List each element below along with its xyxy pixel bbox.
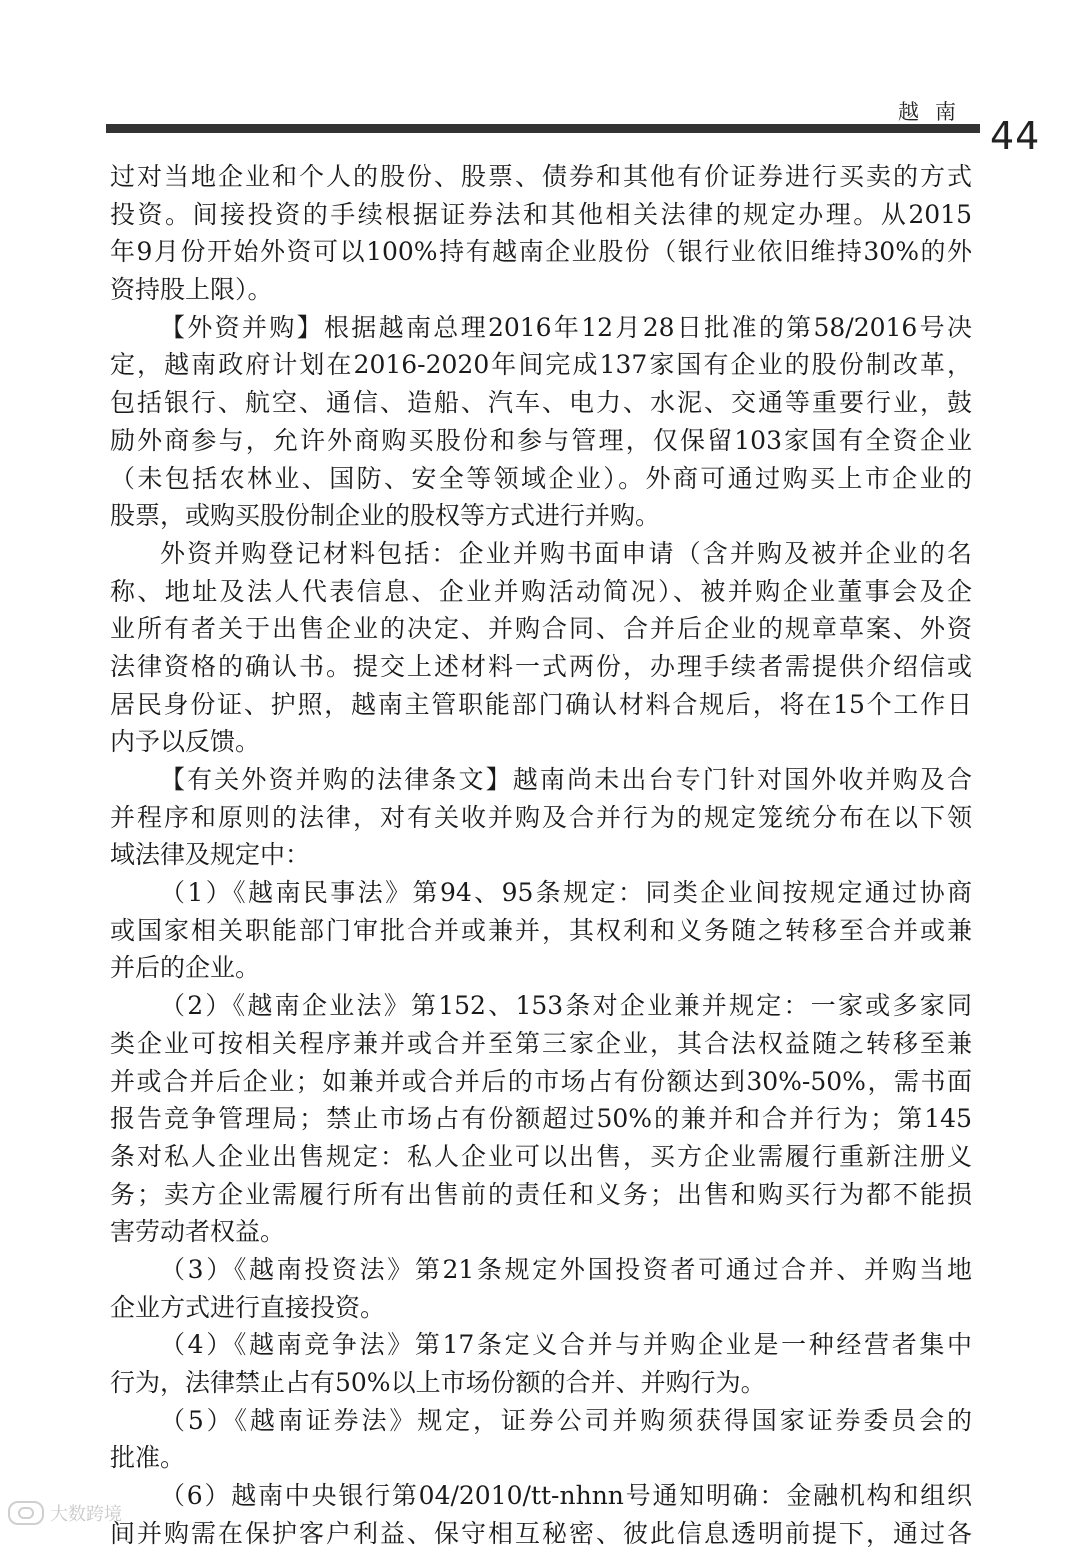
page-number: 44 bbox=[990, 114, 1041, 158]
text-line: 资持股上限）。 bbox=[110, 275, 273, 305]
text-line: 并程序和原则的法律，对有关收并购及合并行为的规定笼统分布在以下领 bbox=[110, 802, 972, 832]
text-line: 并后的企业。 bbox=[110, 953, 261, 983]
watermark-logo-icon bbox=[8, 1501, 44, 1525]
text-line: 并或合并后企业；如兼并或合并后的市场占有份额达到30%-50%，需书面 bbox=[110, 1066, 972, 1096]
text-line: 年9月份开始外资可以100%持有越南企业股份（银行业依旧维持30%的外 bbox=[110, 237, 972, 267]
text-line: 投资。间接投资的手续根据证券法和其他相关法律的规定办理。从2015 bbox=[110, 199, 972, 229]
text-line: 间并购需在保护客户利益、保守相互秘密、彼此信息透明前提下，通过各 bbox=[110, 1518, 972, 1548]
text-line: 行为，法律禁止占有50%以上市场份额的合并、并购行为。 bbox=[110, 1368, 766, 1397]
text-line: 批准。 bbox=[110, 1443, 186, 1473]
text-line: （4）《越南竞争法》第17条定义合并与并购企业是一种经营者集中 bbox=[160, 1330, 972, 1360]
text-line: （6）越南中央银行第04/2010/tt-nhnn号通知明确：金融机构和组织 bbox=[160, 1481, 972, 1511]
body-text bbox=[110, 158, 972, 1552]
watermark bbox=[8, 1500, 122, 1526]
text-line: 内予以反馈。 bbox=[110, 727, 261, 757]
text-line: 或国家相关职能部门审批合并或兼并，其权利和义务随之转移至合并或兼 bbox=[110, 915, 972, 945]
text-line: 条对私人企业出售规定：私人企业可以出售，买方企业需履行重新注册义 bbox=[110, 1141, 972, 1171]
text-line: 【有关外资并购的法律条文】越南尚未出台专门针对国外收并购及合 bbox=[160, 765, 972, 794]
running-header-country: 越南 bbox=[898, 100, 972, 124]
text-line: （5）《越南证券法》规定，证券公司并购须获得国家证券委员会的 bbox=[160, 1405, 972, 1435]
text-line: 励外商参与，允许外商购买股份和参与管理，仅保留103家国有全资企业 bbox=[110, 425, 972, 455]
text-line: 害劳动者权益。 bbox=[110, 1217, 286, 1247]
text-line: 报告竞争管理局；禁止市场占有份额超过50%的兼并和合并行为；第145 bbox=[110, 1104, 972, 1134]
text-line: 居民身份证、护照，越南主管职能部门确认材料合规后，将在15个工作日 bbox=[110, 689, 972, 719]
text-line: （3）《越南投资法》第21条规定外国投资者可通过合并、并购当地 bbox=[160, 1254, 972, 1284]
text-line: （2）《越南企业法》第152、153条对企业兼并规定：一家或多家同 bbox=[160, 991, 972, 1021]
text-line: 外资并购登记材料包括：企业并购书面申请（含并购及被并企业的名 bbox=[160, 538, 972, 568]
text-line: 类企业可按相关程序兼并或合并至第三家企业，其合法权益随之转移至兼 bbox=[110, 1028, 972, 1058]
text-line: 过对当地企业和个人的股份、股票、债券和其他有价证券进行买卖的方式 bbox=[110, 162, 972, 191]
text-line: 业所有者关于出售企业的决定、并购合同、合并后企业的规章草案、外资 bbox=[110, 614, 972, 644]
header-rule bbox=[106, 124, 980, 133]
text-line: 包括银行、航空、通信、造船、汽车、电力、水泥、交通等重要行业，鼓 bbox=[110, 388, 972, 418]
text-line: 法律资格的确认书。提交上述材料一式两份，办理手续者需提供介绍信或 bbox=[110, 651, 972, 681]
text-line: 【外资并购】根据越南总理2016年12月28日批准的第58/2016号决 bbox=[160, 312, 972, 342]
text-line: （1）《越南民事法》第94、95条规定：同类企业间按规定通过协商 bbox=[160, 878, 972, 908]
text-line: （未包括农林业、国防、安全等领域企业）。外商可通过购买上市企业的 bbox=[110, 463, 972, 493]
text-line: 企业方式进行直接投资。 bbox=[110, 1292, 386, 1322]
watermark-text: 大数跨境 bbox=[50, 1504, 122, 1525]
text-line: 称、地址及法人代表信息、企业并购活动简况）、被并购企业董事会及企 bbox=[110, 576, 972, 606]
text-line: 域法律及规定中： bbox=[110, 840, 311, 870]
text-line: 务；卖方企业需履行所有出售前的责任和义务；出售和购买行为都不能损 bbox=[110, 1179, 972, 1209]
text-line: 定，越南政府计划在2016-2020年间完成137家国有企业的股份制改革， bbox=[110, 350, 972, 380]
text-line: 股票，或购买股份制企业的股权等方式进行并购。 bbox=[110, 501, 661, 531]
